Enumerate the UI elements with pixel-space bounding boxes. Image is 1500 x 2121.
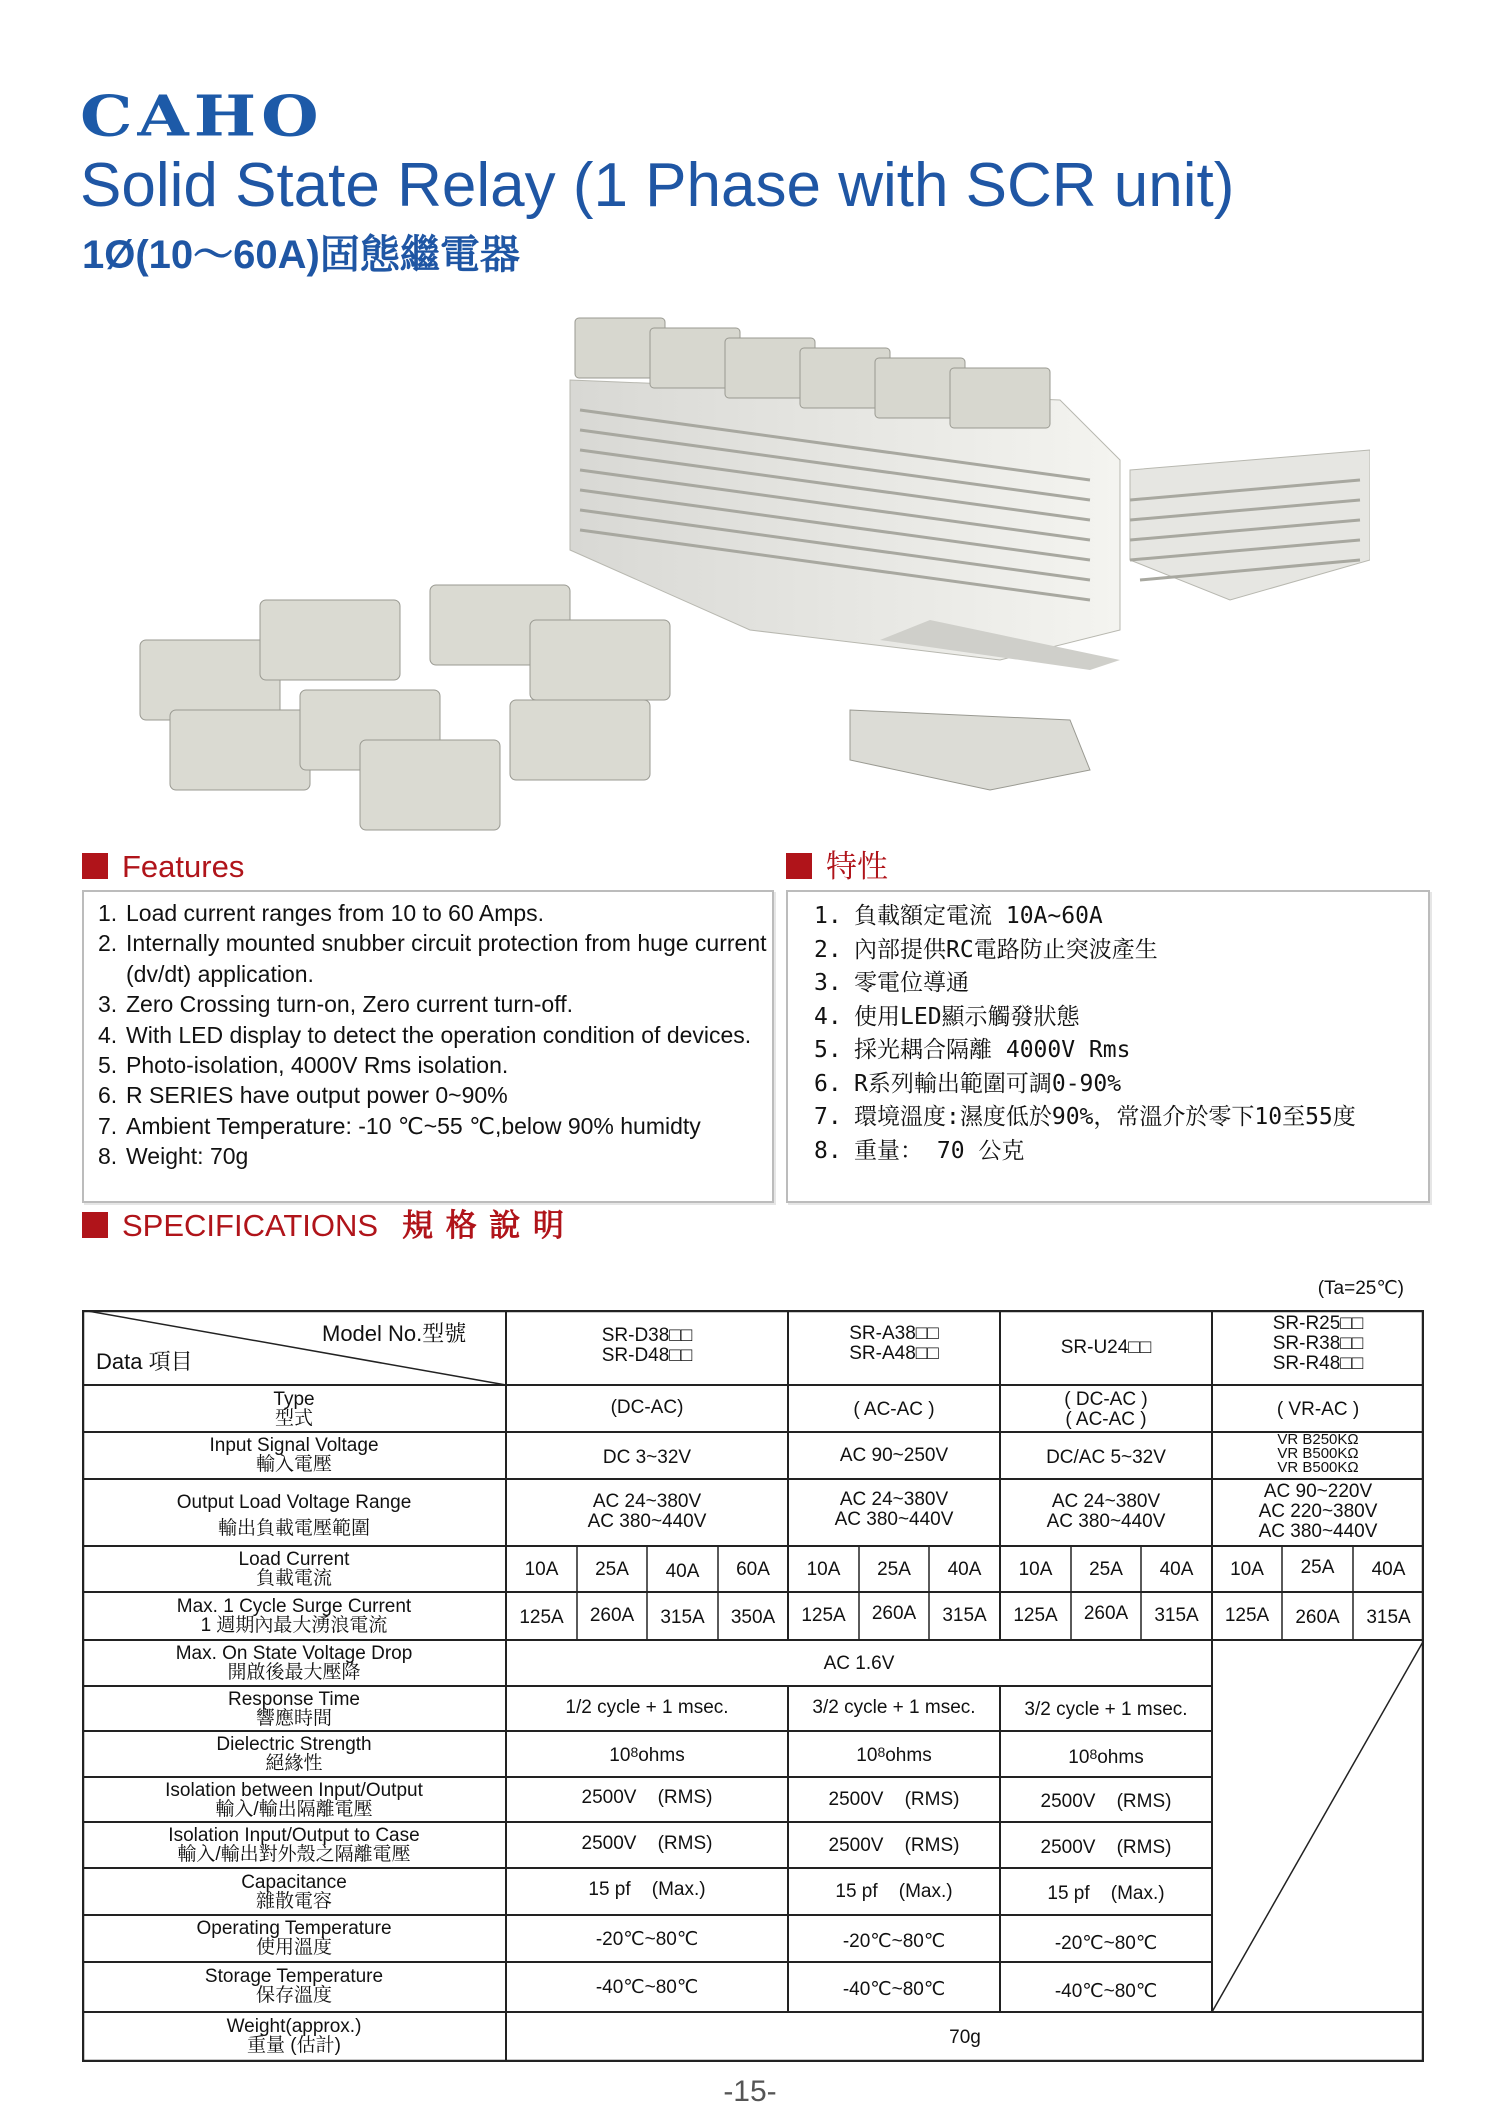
feature-item: 8. Weight: 70g bbox=[98, 1143, 249, 1170]
row-label-iso-case: Isolation Input/Output to Case 輸入/輸出對外殼之隔離電壓 bbox=[168, 1825, 420, 1865]
feature-item: 5. Photo-isolation, 4000V Rms isolation. bbox=[98, 1052, 509, 1079]
output-load-a: AC 24~380V AC 380~440V bbox=[834, 1489, 954, 1530]
row-label-capacitance: Capacitance 雜散電容 bbox=[241, 1872, 347, 1912]
feature-item: 1. Load current ranges from 10 to 60 Amps. bbox=[98, 900, 545, 926]
surge-current-cell: 260A bbox=[871, 1603, 917, 1624]
product-photo bbox=[130, 300, 1370, 840]
surge-current-cell: 125A bbox=[1013, 1605, 1058, 1626]
load-current-cell: 25A bbox=[1300, 1557, 1335, 1578]
model-r: SR-R25□□ SR-R38□□ SR-R48□□ bbox=[1272, 1313, 1364, 1374]
model-a: SR-A38□□ SR-A48□□ bbox=[849, 1323, 939, 1364]
response-time-d: 1/2 cycle + 1 msec. bbox=[565, 1697, 729, 1718]
row-label-load-current: Load Current 負載電流 bbox=[238, 1549, 350, 1589]
surge-current-cell: 125A bbox=[519, 1607, 564, 1628]
iso-io-d: 2500V (RMS) bbox=[581, 1787, 713, 1808]
surge-current-cell: 260A bbox=[589, 1605, 635, 1626]
feature-zh-item: 5. 採光耦合隔離 4000V Rms bbox=[814, 1037, 1131, 1063]
row-label-voltage-drop: Max. On State Voltage Drop 開啟後最大壓降 bbox=[175, 1643, 413, 1683]
input-signal-u: DC/AC 5~32V bbox=[1046, 1447, 1166, 1468]
load-current-cell: 60A bbox=[736, 1559, 770, 1580]
row-label-type: Type 型式 bbox=[273, 1389, 315, 1429]
feature-item: 4. With LED display to detect the operation condition of devices. bbox=[98, 1021, 752, 1048]
feature-zh-item: 7. 環境溫度:濕度低於90%，常溫介於零下10至55度 bbox=[814, 1104, 1356, 1130]
heatsink-small bbox=[1130, 450, 1370, 600]
iso-case-u: 2500V (RMS) bbox=[1040, 1837, 1172, 1858]
features-list bbox=[82, 890, 774, 1203]
load-current-cell: 25A bbox=[1089, 1559, 1123, 1580]
header-model-label: Model No.型號 bbox=[322, 1321, 467, 1346]
iso-case-a: 2500V (RMS) bbox=[828, 1835, 960, 1856]
surge-current-cell: 260A bbox=[1083, 1603, 1129, 1624]
load-current-cell: 10A bbox=[1230, 1559, 1264, 1580]
row-label-surge-current: Max. 1 Cycle Surge Current 1 週期內最大湧浪電流 bbox=[176, 1596, 412, 1636]
page-title: Solid State Relay (1 Phase with SCR unit) bbox=[80, 151, 1235, 220]
iso-io-u: 2500V (RMS) bbox=[1040, 1791, 1172, 1812]
op-temp-u: -20℃~80℃ bbox=[1054, 1933, 1158, 1954]
surge-current-cell: 125A bbox=[1224, 1605, 1270, 1626]
iso-io-a: 2500V (RMS) bbox=[828, 1789, 960, 1810]
capacitance-a: 15 pf (Max.) bbox=[835, 1881, 953, 1902]
row-label-response-time: Response Time 響應時間 bbox=[227, 1689, 360, 1729]
feature-zh-item: 6. R系列輸出範圍可調0-90% bbox=[814, 1070, 1122, 1097]
dielectric-u: $10^8ohms$ bbox=[1068, 1746, 1144, 1768]
input-signal-r: VR B250KΩ VR B500KΩ VR B500KΩ bbox=[1277, 1431, 1359, 1476]
feature-item: 7. Ambient Temperature: -10 ℃~55 ℃,below 90% humidty bbox=[98, 1112, 701, 1139]
voltage-drop: AC 1.6V bbox=[823, 1653, 895, 1674]
load-current-cell: 40A bbox=[1371, 1559, 1406, 1580]
page-number: -15- bbox=[723, 2075, 777, 2108]
row-label-input-signal: Input Signal Voltage 輸入電壓 bbox=[209, 1435, 379, 1475]
row-label-storage-temp: Storage Temperature 保存溫度 bbox=[204, 1966, 384, 2006]
heatsink-large bbox=[570, 318, 1120, 670]
response-time-a: 3/2 cycle + 1 msec. bbox=[812, 1697, 976, 1718]
op-temp-d: -20℃~80℃ bbox=[595, 1929, 699, 1950]
op-temp-a: -20℃~80℃ bbox=[842, 1931, 946, 1952]
feature-item: 2. Internally mounted snubber circuit protection from huge current (dv/dt) application. bbox=[98, 930, 767, 987]
surge-current-cell: 350A bbox=[730, 1607, 776, 1628]
feature-item: 6. R SERIES have output power 0~90% bbox=[98, 1082, 508, 1109]
model-d: SR-D38□□ SR-D48□□ bbox=[601, 1325, 693, 1366]
heading-square-icon bbox=[82, 853, 108, 879]
output-load-d: AC 24~380V AC 380~440V bbox=[587, 1491, 707, 1532]
storage-temp-d: -40℃~80℃ bbox=[595, 1977, 699, 1998]
load-current-cell: 10A bbox=[1018, 1559, 1053, 1580]
features-zh-heading: 特性 bbox=[786, 851, 888, 882]
row-label-dielectric: Dielectric Strength 絕緣性 bbox=[216, 1734, 372, 1774]
dielectric-a: $10^8ohms$ bbox=[856, 1744, 932, 1766]
response-time-u: 3/2 cycle + 1 msec. bbox=[1024, 1699, 1188, 1720]
load-current-cell: 25A bbox=[877, 1559, 911, 1580]
load-current-cell: 25A bbox=[595, 1559, 629, 1580]
surge-current-cell: 315A bbox=[660, 1607, 705, 1628]
feature-zh-item: 3. 零電位導通 bbox=[814, 970, 969, 996]
input-signal-a: AC 90~250V bbox=[839, 1445, 949, 1466]
feature-zh-item: 2. 內部提供RC電路防止突波產生 bbox=[814, 936, 1158, 963]
model-u: SR-U24□□ bbox=[1060, 1337, 1152, 1358]
dielectric-d: $10^8ohms$ bbox=[609, 1744, 685, 1766]
capacitance-d: 15 pf (Max.) bbox=[588, 1879, 706, 1900]
capacitance-u: 15 pf (Max.) bbox=[1047, 1883, 1165, 1904]
load-current-cell: 10A bbox=[524, 1559, 559, 1580]
feature-zh-item: 8. 重量： 70 公克 bbox=[814, 1137, 1025, 1164]
feature-zh-item: 1. 負載額定電流 10A~60A bbox=[814, 903, 1103, 929]
caho-logo: CAHO bbox=[80, 82, 324, 150]
type-d: (DC-AC) bbox=[610, 1397, 684, 1418]
surge-current-cell: 315A bbox=[942, 1605, 987, 1626]
iso-case-d: 2500V (RMS) bbox=[581, 1833, 713, 1854]
spec-table bbox=[82, 1310, 1424, 2062]
storage-temp-u: -40℃~80℃ bbox=[1054, 1981, 1158, 2002]
type-a: ( AC-AC ) bbox=[853, 1399, 935, 1420]
surge-current-cell: 260A bbox=[1295, 1607, 1340, 1628]
surge-current-cell: 315A bbox=[1366, 1607, 1411, 1628]
load-current-cell: 10A bbox=[806, 1559, 841, 1580]
load-current-cell: 40A bbox=[1159, 1559, 1194, 1580]
load-current-cell: 40A bbox=[947, 1559, 982, 1580]
feature-item: 3. Zero Crossing turn-on, Zero current turn-off. bbox=[98, 991, 573, 1018]
feature-zh-item: 4. 使用LED顯示觸發狀態 bbox=[814, 1003, 1080, 1030]
row-label-op-temp: Operating Temperature 使用溫度 bbox=[196, 1918, 392, 1958]
row-label-weight: Weight(approx.) 重量 (估計) bbox=[226, 2016, 362, 2056]
type-u: ( DC-AC ) ( AC-AC ) bbox=[1064, 1389, 1148, 1430]
heading-square-icon bbox=[786, 853, 812, 879]
page-subtitle: 1Ø(10～60A)固態繼電器 bbox=[82, 233, 520, 277]
storage-temp-a: -40℃~80℃ bbox=[842, 1979, 946, 2000]
type-r: ( VR-AC ) bbox=[1276, 1399, 1360, 1420]
specs-heading: SPECIFICATIONS 規 格 說 明 bbox=[82, 1210, 566, 1241]
ambient-temp-note: (Ta=25℃) bbox=[1317, 1278, 1404, 1299]
row-label-output-load: Output Load Voltage Range 輸出負載電壓範圍 bbox=[176, 1492, 412, 1539]
heading-square-icon bbox=[82, 1212, 108, 1238]
row-label-iso-io: Isolation between Input/Output 輸入/輸出隔離電壓 bbox=[165, 1780, 423, 1820]
output-load-r: AC 90~220V AC 220~380V AC 380~440V bbox=[1258, 1481, 1378, 1542]
surge-current-cell: 315A bbox=[1154, 1605, 1199, 1626]
header-data-label: Data 項目 bbox=[96, 1349, 193, 1374]
input-signal-d: DC 3~32V bbox=[602, 1447, 692, 1468]
load-current-cell: 40A bbox=[665, 1561, 700, 1582]
features-zh-list bbox=[786, 890, 1430, 1203]
surge-current-cell: 125A bbox=[801, 1605, 846, 1626]
output-load-u: AC 24~380V AC 380~440V bbox=[1046, 1491, 1166, 1532]
features-heading: Features bbox=[82, 851, 244, 882]
weight-value: 70g bbox=[949, 2027, 981, 2048]
